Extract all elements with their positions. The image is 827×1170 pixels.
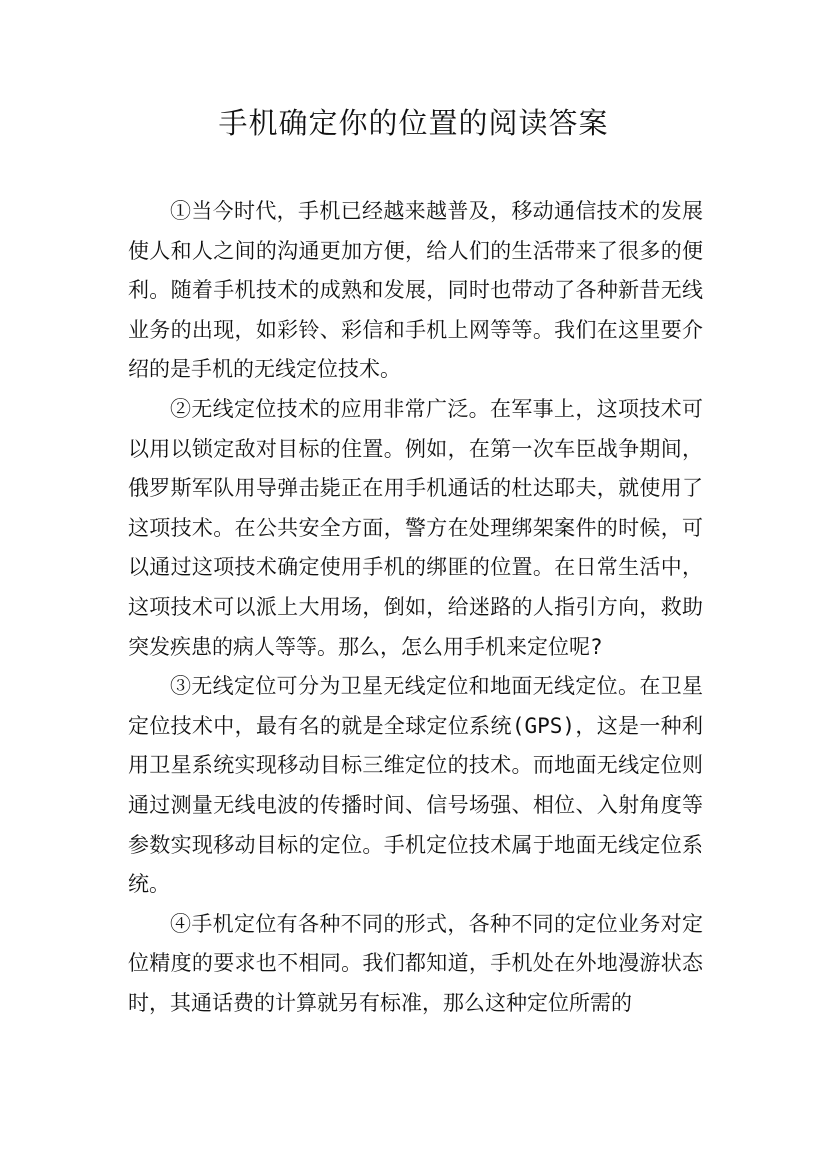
paragraph-4: ④手机定位有各种不同的形式，各种不同的定位业务对定位精度的要求也不相同。我们都知道，手机处在外地漫游状态时，其通话费的计算就另有标准，那么这种定位所需的 [128, 911, 703, 1015]
paragraph-1: ①当今时代，手机已经越来越普及，移动通信技术的发展使人和人之间的沟通更加方便，给人们的生活带来了很多的便利。随着手机技术的成熟和发展，同时也带动了各种新昔无线业务的出现，如彩铃、彩信和手机上网等等。我们在这里要介绍的是手机的无线定位技术。 [128, 199, 703, 382]
document-body [128, 192, 703, 1023]
document-title: 手机确定你的位置的阅读答案 [218, 106, 609, 140]
paragraph-2: ②无线定位技术的应用非常广泛。在军事上，这项技术可以用以锁定敌对目标的住置。例如，在第一次车臣战争期间，俄罗斯军队用导弹击毙正在用手机通话的杜达耶夫，就使用了这项技术。在公共安全方面，警方在处理绑架案件的时候，可以通过这项技术确定使用手机的绑匪的位置。在日常生活中，这项技术可以派上大用场，倒如，给迷路的人指引方向，救助突发疾患的病人等等。那么，怎么用手机来定位呢? [128, 396, 703, 659]
paragraph-3: ③无线定位可分为卫星无线定位和地面无线定位。在卫星定位技术中，最有名的就是全球定位系统(GPS)，这是一种利用卫星系统实现移动目标三维定位的技术。而地面无线定位则通过测量无线电波的传播时间、信号场强、相位、入射角度等参数实现移动目标的定位。手机定位技术属于地面无线定位系统。 [128, 674, 703, 897]
